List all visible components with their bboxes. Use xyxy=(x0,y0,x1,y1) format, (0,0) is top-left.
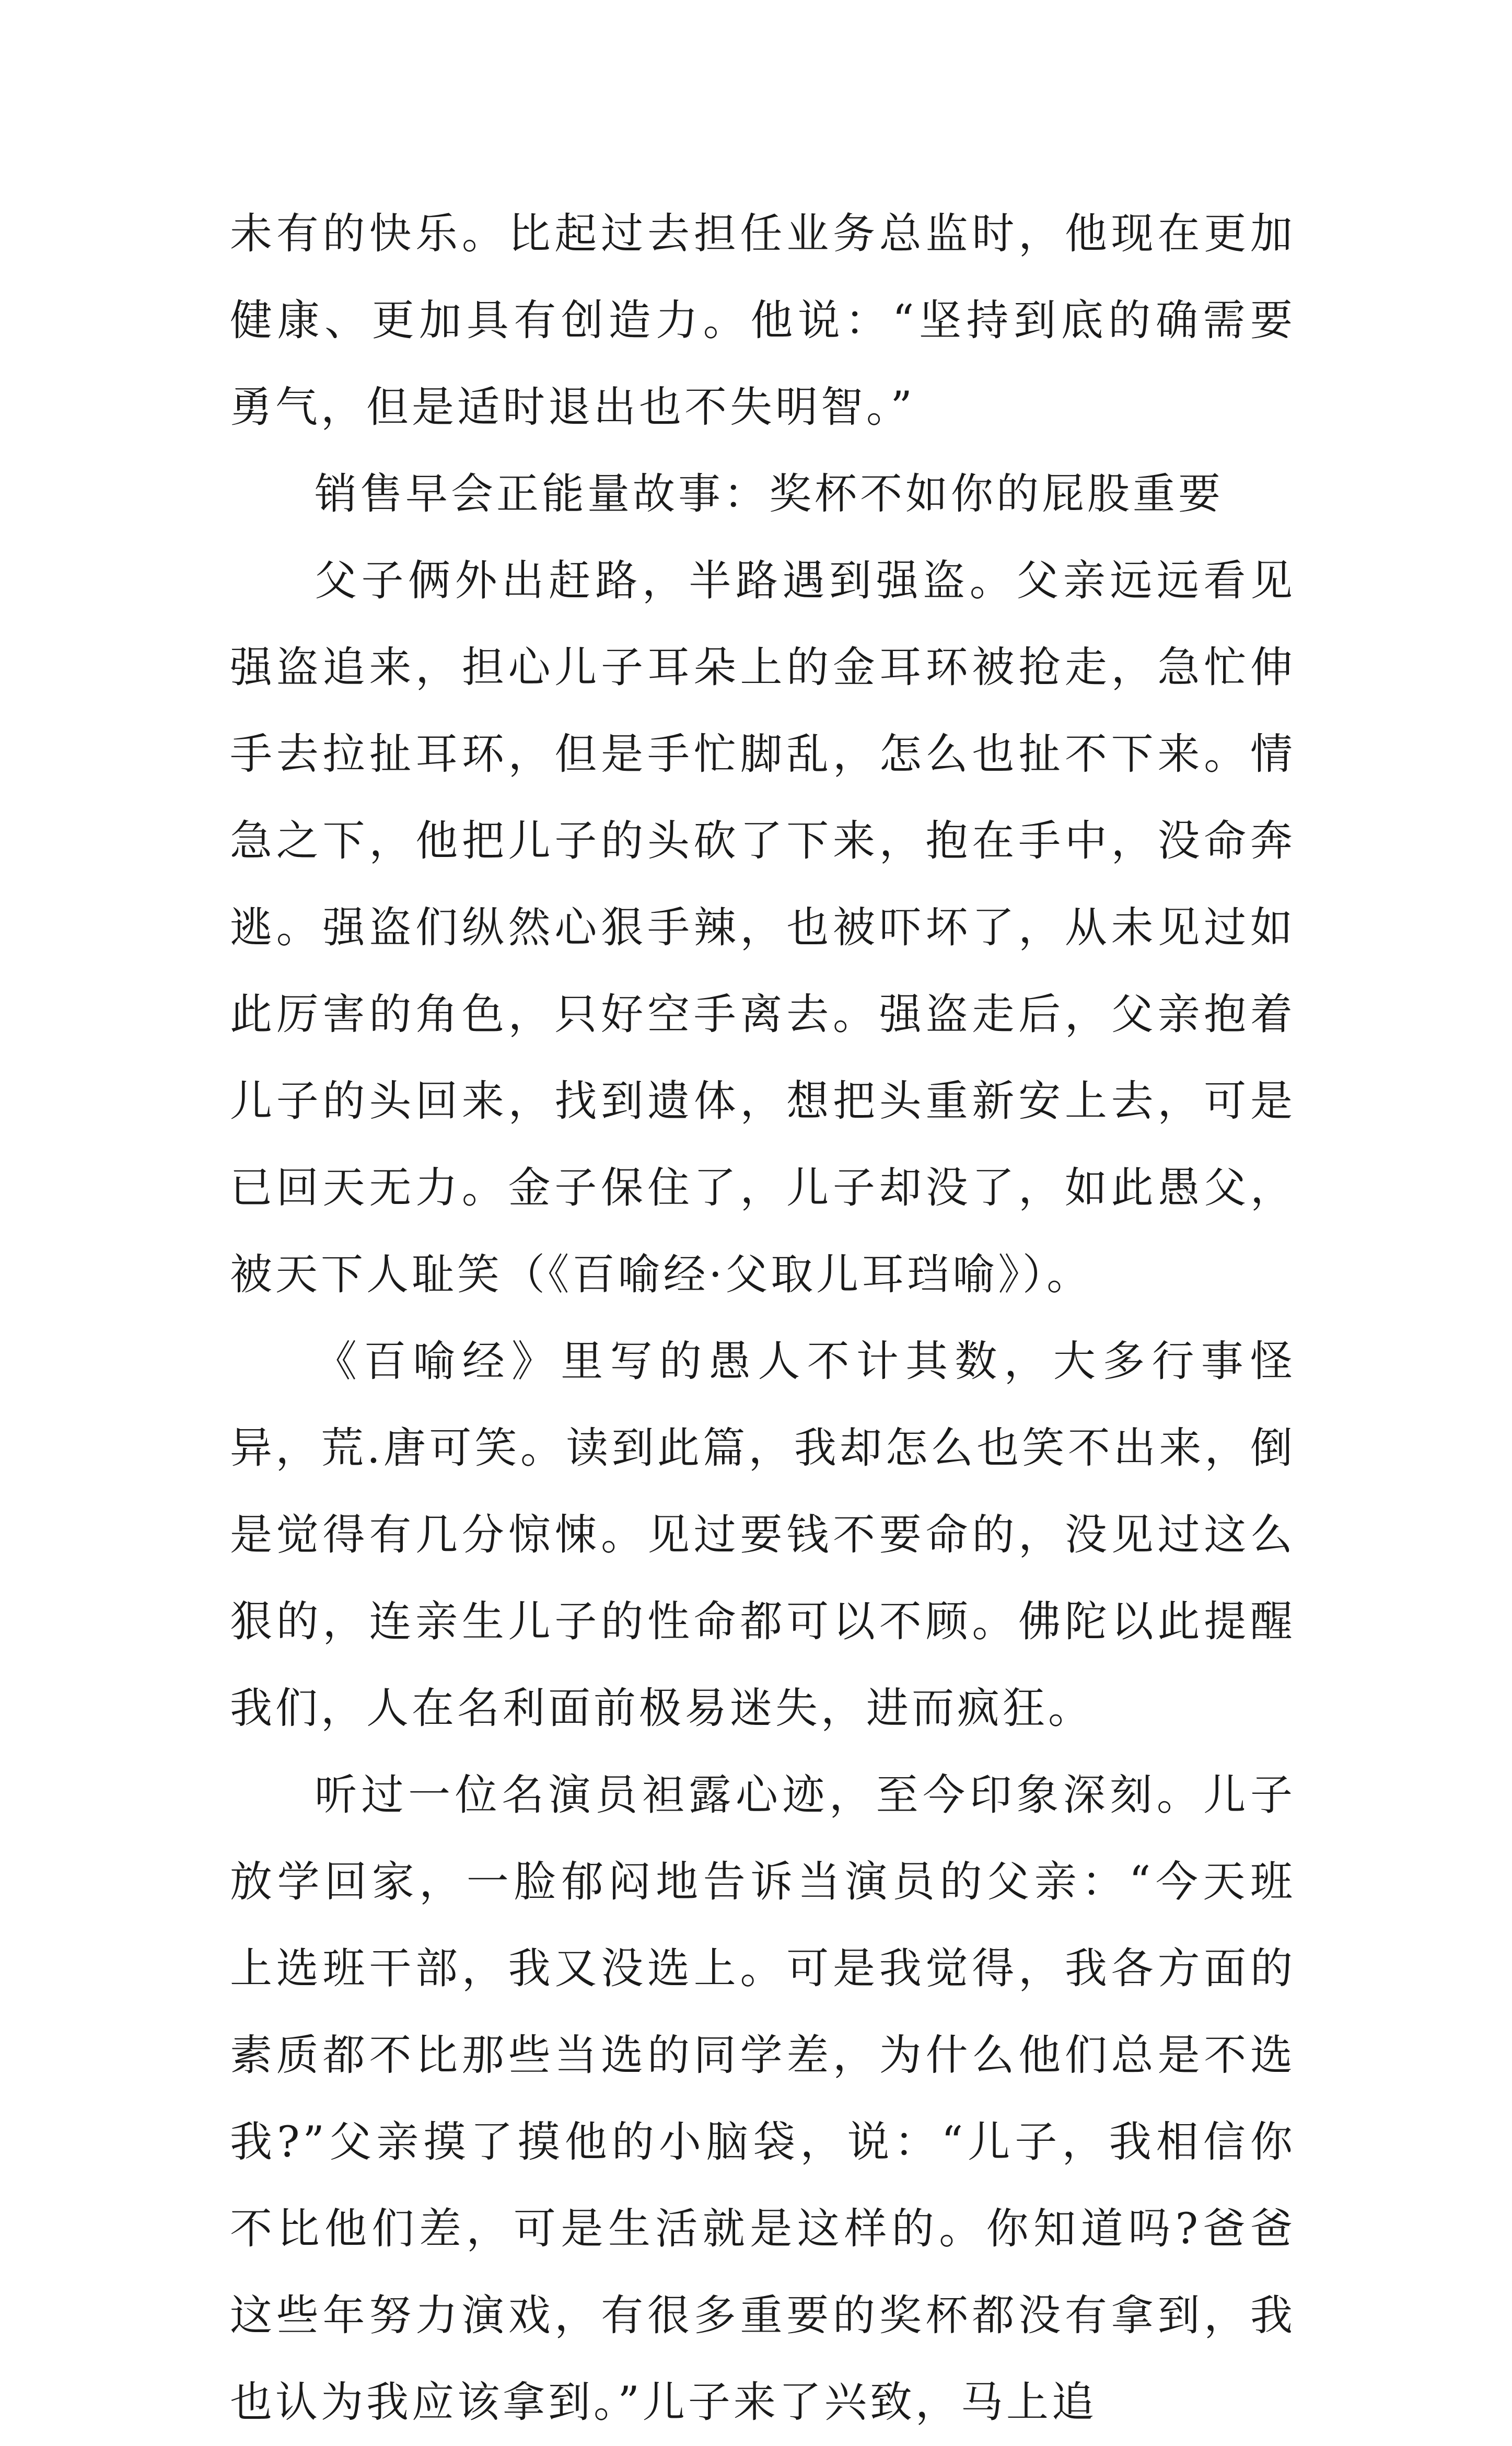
paragraph-story: 父子俩外出赶路，半路遇到强盗。父亲远远看见强盗追来，担心儿子耳朵上的金耳环被抢走，急忙伸手去拉扯耳环，但是手忙脚乱，怎么也扯不下来。情急之下，他把儿子的头砍了下来，抱在手中，没命奔逃。强盗们纵然心狠手辣，也被吓坏了，从未见过如此厉害的角色，只好空手离去。强盗走后，父亲抱着儿子的头回来，找到遗体，想把头重新安上去，可是已回天无力。金子保住了，儿子却没了，如此愚父，被天下人耻笑（《百喻经·父取儿耳珰喻》）。 xyxy=(230,557,1296,1300)
paragraph-actor-story: 听过一位名演员袒露心迹，至今印象深刻。儿子放学回家，一脸郁闷地告诉当演员的父亲：“今天班上选班干部，我又没选上。可是我觉得，我各方面的素质都不比那些当选的同学差，为什么他们总是不选我?”父亲摸了摸他的小脑袋，说：“儿子，我相信你不比他们差，可是生活就是这样的。你知道吗?爸爸这些年努力演戏，有很多重要的奖杯都没有拿到，我也认为我应该拿到。”儿子来了兴致，马上追 xyxy=(230,1771,1296,2427)
story-title: 销售早会正能量故事：奖杯不如你的屁股重要 xyxy=(315,470,1224,519)
paragraph-continuation: 未有的快乐。比起过去担任业务总监时，他现在更加健康、更加具有创造力。他说：“坚持到底的确需要勇气，但是适时退出也不失明智。” xyxy=(230,210,1296,432)
document-body xyxy=(230,191,1296,2446)
paragraph-commentary: 《百喻经》里写的愚人不计其数，大多行事怪异，荒.唐可笑。读到此篇，我却怎么也笑不出来，倒是觉得有几分惊悚。见过要钱不要命的，没见过这么狠的，连亲生儿子的性命都可以不顾。佛陀以此提醒我们，人在名利面前极易迷失，进而疯狂。 xyxy=(230,1337,1296,1733)
